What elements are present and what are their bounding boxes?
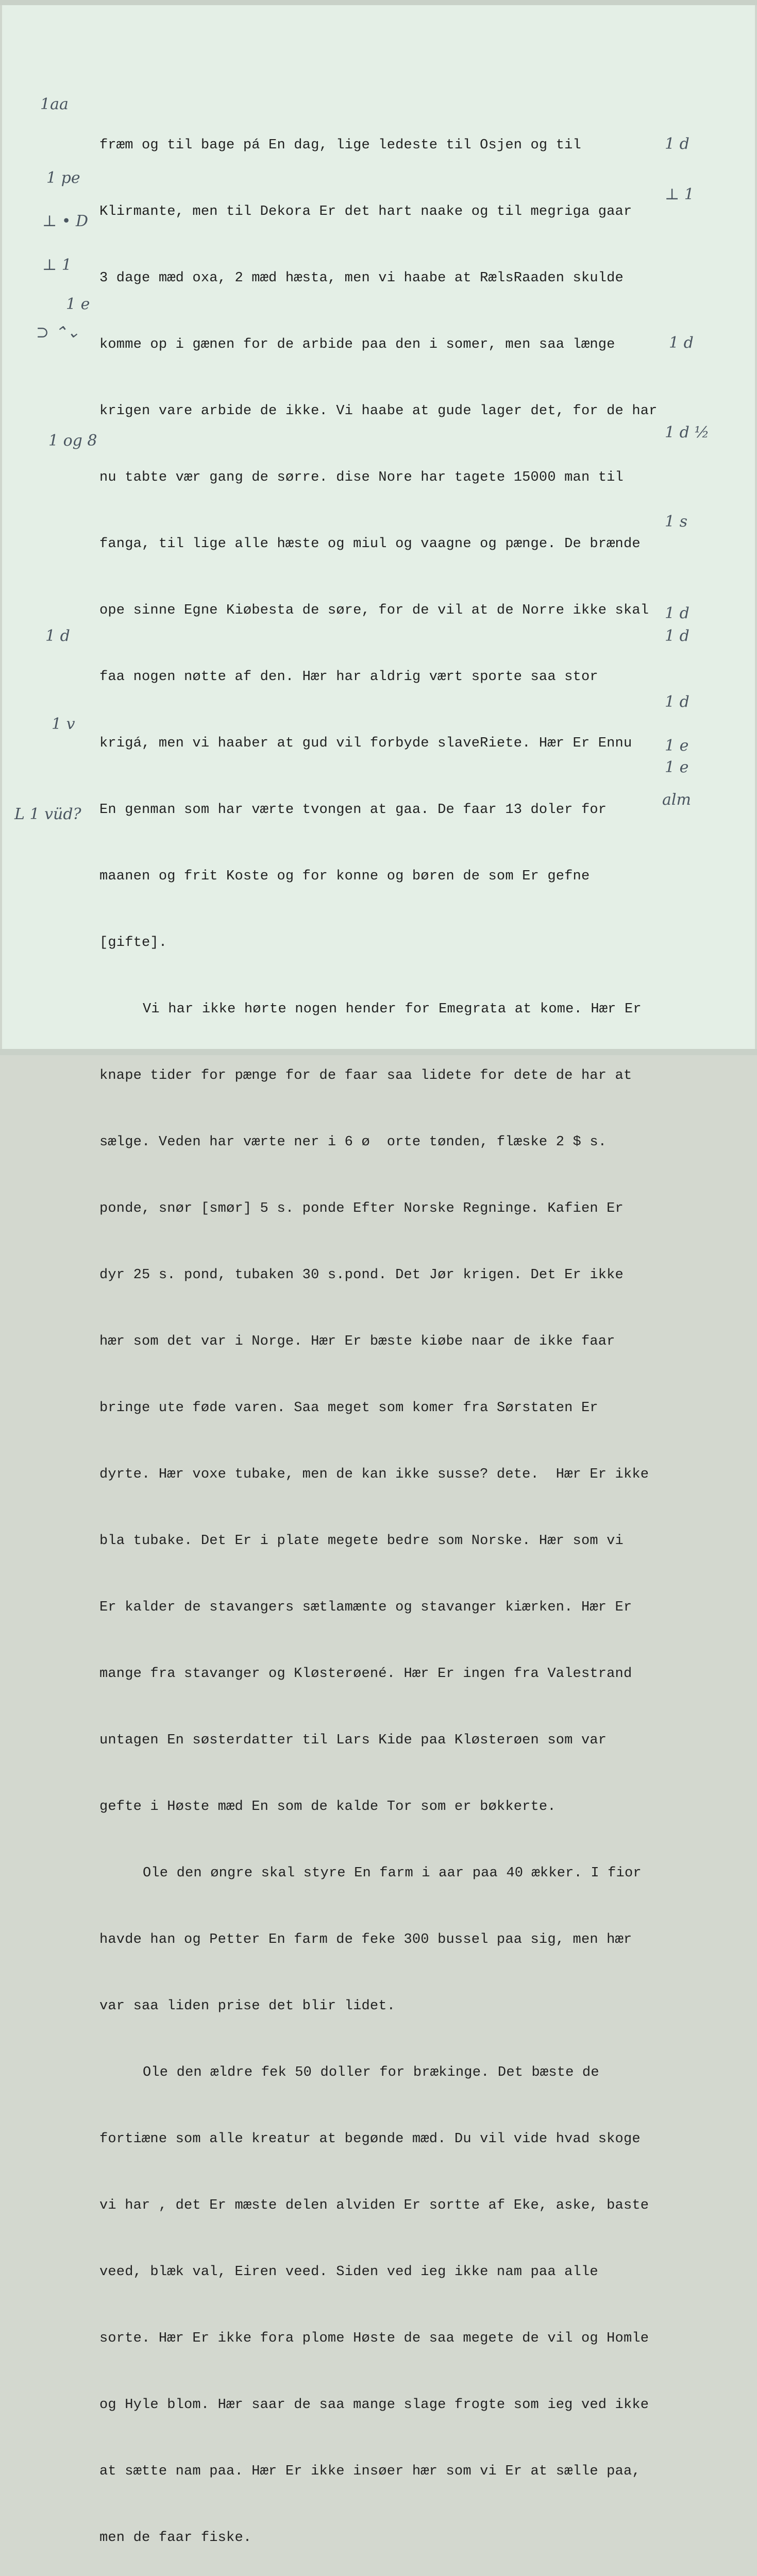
text-line: knape tider for pænge for de faar saa lidete for dete de har at [99,1068,632,1083]
text-line: krigá, men vi haaber at gud vil forbyde slaveRiete. Hær Er Ennu [99,736,632,751]
text-line: ope sinne Egne Kiøbesta de søre, for de vil at de Norre ikke skal [99,603,649,618]
text-line: havde han og Petter En farm de feke 300 bussel paa sig, men hær [99,1932,632,1947]
margin-note-left: 1 e [66,295,90,313]
text-line: var saa liden prise det blir lidet. [99,1998,396,2014]
text-line: ponde, snør [smør] 5 s. ponde Efter Norske Regninge. Kafien Er [99,1201,624,1216]
text-line: fanga, til lige alle hæste og miul og vaagne og pænge. De brænde [99,536,641,552]
text-line: sorte. Hær Er ikke fora plome Høste de saa megete de vil og Homle [99,2331,649,2346]
margin-note-right: 1 s [665,513,688,531]
scan-edge-top [0,0,757,5]
text-line: fortiæne som alle kreatur at begønde mæd. Du vil vide hvad skoge [99,2131,641,2147]
margin-note-right: 1 d [665,604,689,622]
margin-note-left: 1aa [40,95,69,113]
text-line: dyrte. Hær voxe tubake, men de kan ikke susse? dete. Hær Er ikke [99,1467,649,1482]
margin-note-left: L 1 vüd? [14,805,81,823]
text-line: [gifte]. [99,935,167,951]
margin-note-right: alm [662,791,691,809]
margin-note-left: 1 d [45,627,70,645]
text-line: og Hyle blom. Hær saar de saa mange slage frogte som ieg ved ikke [99,2397,649,2413]
text-line: Er kalder de stavangers sætlamænte og stavanger kiærken. Hær Er [99,1600,632,1615]
scan-edge-bottom [0,1049,757,1055]
paragraph-start-line: Ole den øngre skal styre En farm i aar paa 40 ækker. I fior [143,1866,642,1881]
text-line: En genman som har værte tvongen at gaa. De faar 13 doler for [99,802,607,818]
text-line: fræm og til bage pá En dag, lige ledeste til Osjen og til [99,138,581,153]
margin-note-right: 1 d ½ [665,423,710,442]
text-line: maanen og frit Koste og for konne og børen de som Er gefne [99,869,590,884]
margin-note-right: 1 e [665,737,689,755]
margin-note-left: ⊃ ⌃⌄ [36,324,80,342]
text-line: at sætte nam paa. Hær Er ikke insøer hær som vi Er at sælle paa, [99,2464,641,2479]
margin-note-left: ⊥ 1 [42,256,72,274]
text-line: komme op i gænen for de arbide paa den i somer, men saa længe [99,337,615,352]
text-line: veed, blæk val, Eiren veed. Siden ved ieg ikke nam paa alle [99,2264,598,2280]
text-line: krigen vare arbide de ikke. Vi haabe at gude lager det, for de har [99,403,658,419]
paragraph-start-line: Ole den ældre fek 50 doller for brækinge. Det bæste de [143,2065,599,2080]
text-line: hær som det var i Norge. Hær Er bæste kiøbe naar de ikke faar [99,1334,615,1349]
text-line: vi har , det Er mæste delen alviden Er sortte af Eke, aske, baste [99,2198,649,2213]
text-line: Klirmante, men til Dekora Er det hart naake og til megriga gaar [99,204,632,219]
text-line: men de faar fiske. [99,2530,252,2546]
margin-note-right: 1 d [665,693,689,711]
typed-text-block [99,90,659,2576]
text-line: mange fra stavanger og Kløsterøené. Hær Er ingen fra Valestrand [99,1666,632,1682]
margin-note-left: 1 v [52,715,75,733]
margin-note-right: ⊥ 1 [665,185,694,204]
margin-note-right: 1 d [665,627,689,645]
text-line: bla tubake. Det Er i plate megete bedre som Norske. Hær som vi [99,1533,624,1549]
paragraph-start-line: Vi har ikke hørte nogen hender for Emegrata at kome. Hær Er [143,1002,642,1017]
text-line: 3 dage mæd oxa, 2 mæd hæsta, men vi haabe at RælsRaaden skulde [99,270,624,286]
margin-note-left: 1 pe [46,169,80,187]
text-line: bringe ute føde varen. Saa meget som komer fra Sørstaten Er [99,1400,598,1416]
margin-note-left: 1 og 8 [48,432,97,450]
text-line: untagen En søsterdatter til Lars Kide paa Kløsterøen som var [99,1733,607,1748]
margin-note-right: 1 e [665,758,689,776]
text-line: nu tabte vær gang de sørre. dise Nore har tagete 15000 man til [99,470,624,485]
text-line: dyr 25 s. pond, tubaken 30 s.pond. Det Jør krigen. Det Er ikke [99,1267,624,1283]
margin-note-left: ⊥ • D [42,212,89,230]
text-line: sælge. Veden har værte ner i 6 ø orte tønden, flæske 2 $ s. [99,1134,607,1150]
text-line: faa nogen nøtte af den. Hær har aldrig vært sporte saa stor [99,669,598,685]
margin-note-right: 1 d [665,135,689,153]
margin-note-right: 1 d [669,334,694,352]
text-line: gefte i Høste mæd En som de kalde Tor som er bøkkerte. [99,1799,556,1815]
